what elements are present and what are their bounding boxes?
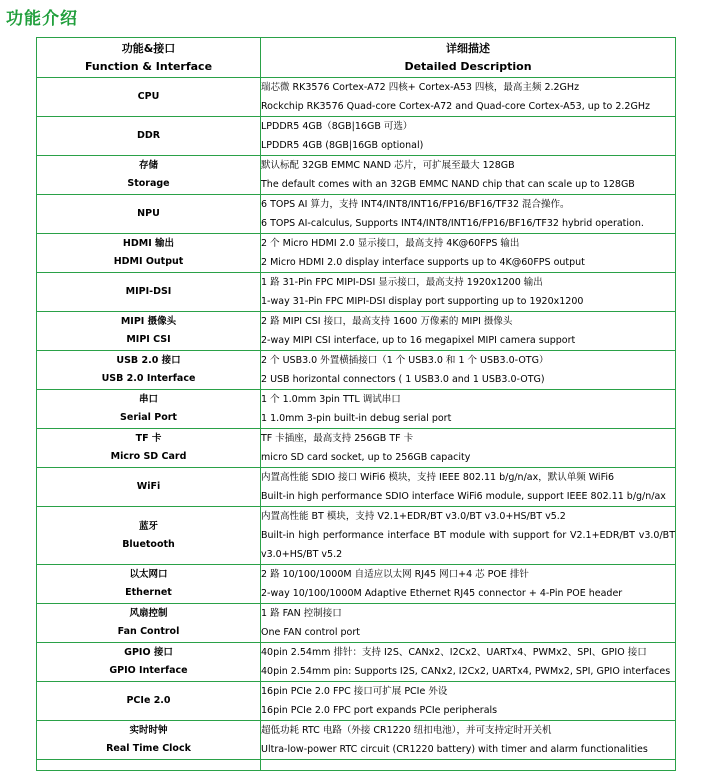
description-cn: 瑞芯微 RK3576 Cortex-A72 四核+ Cortex-A53 四核，最高主频 2.2GHz: [261, 82, 580, 93]
function-cell: [37, 273, 261, 312]
description-en: Built-in high performance interface BT module with support for V2.1+EDR/BT v3.0/BT v3.0+HS/BT v5.2: [261, 530, 675, 560]
function-name-en: Micro SD Card: [110, 451, 187, 462]
description-cn: 2 路 10/100/1000M 自适应以太网 RJ45 网口+4 芯 POE 排针: [261, 569, 529, 580]
description-cell: [261, 721, 676, 760]
description-cell: [261, 760, 676, 771]
description-en: 1 1.0mm 3-pin built-in debug serial port: [261, 413, 452, 424]
function-name-cn: USB 2.0 接口: [116, 355, 181, 366]
table-row: [37, 604, 676, 643]
description-en: Rockchip RK3576 Quad-core Cortex-A72 and Quad-core Cortex-A53, up to 2.2GHz: [261, 101, 650, 112]
description-cn: 默认标配 32GB EMMC NAND 芯片，可扩展至最大 128GB: [261, 160, 515, 171]
function-name-en: MIPI CSI: [126, 334, 171, 345]
function-name-en: USB 2.0 Interface: [101, 373, 196, 384]
description-en: Ultra-low-power RTC circuit (CR1220 battery) with timer and alarm functionalities: [261, 744, 648, 755]
table-row: [37, 565, 676, 604]
function-cell: [37, 643, 261, 682]
table-row: [37, 507, 676, 565]
description-en: 2-way MIPI CSI interface, up to 16 megapixel MIPI camera support: [261, 335, 576, 346]
table-row: [37, 429, 676, 468]
table-row: [37, 721, 676, 760]
table-row: [37, 351, 676, 390]
function-name: PCIe 2.0: [126, 695, 171, 706]
description-en: 40pin 2.54mm pin: Supports I2S, CANx2, I2Cx2, UARTx4, PWMx2, SPI, GPIO interfaces: [261, 666, 671, 677]
description-en: 16pin PCIe 2.0 FPC port expands PCIe peripherals: [261, 705, 498, 716]
table-row: [37, 643, 676, 682]
function-cell: [37, 195, 261, 234]
table-row: [37, 234, 676, 273]
function-cell: [37, 390, 261, 429]
function-cell: [37, 507, 261, 565]
description-cell: [261, 234, 676, 273]
table-row: [37, 273, 676, 312]
function-name-en: Fan Control: [117, 626, 180, 637]
function-cell: [37, 604, 261, 643]
description-cn: 1 路 FAN 控制接口: [261, 608, 342, 619]
description-en: 2 USB horizontal connectors ( 1 USB3.0 and 1 USB3.0-OTG): [261, 374, 545, 385]
description-cn: TF 卡插座，最高支持 256GB TF 卡: [261, 433, 414, 444]
table-header-row: [37, 38, 676, 78]
description-cn: 内置高性能 SDIO 接口 WiFi6 模块，支持 IEEE 802.11 b/g/n/ax，默认单频 WiFi6: [261, 472, 615, 483]
header-description: [261, 38, 676, 78]
function-cell: [37, 78, 261, 117]
description-cn: 6 TOPS AI 算力，支持 INT4/INT8/INT16/FP16/BF16/TF32 混合操作。: [261, 199, 570, 210]
description-cn: 2 个 Micro HDMI 2.0 显示接口，最高支持 4K@60FPS 输出: [261, 238, 520, 249]
function-name-cn: MIPI 摄像头: [120, 316, 177, 327]
table-row: [37, 390, 676, 429]
function-name-en: Storage: [127, 178, 170, 189]
description-cn: 16pin PCIe 2.0 FPC 接口可扩展 PCIe 外设: [261, 686, 448, 697]
header-description-en: Detailed Description: [404, 59, 532, 73]
description-en: micro SD card socket, up to 256GB capacity: [261, 452, 471, 463]
header-function-en: Function & Interface: [84, 59, 213, 73]
description-en: 6 TOPS AI-calculus, Supports INT4/INT8/INT16/FP16/BF16/TF32 hybrid operation.: [261, 218, 644, 229]
function-cell: [37, 312, 261, 351]
description-cell: [261, 643, 676, 682]
description-cell: [261, 78, 676, 117]
description-cn: 内置高性能 BT 模块，支持 V2.1+EDR/BT v3.0/BT v3.0+HS/BT v5.2: [261, 511, 566, 522]
description-cell: [261, 468, 676, 507]
function-name: DDR: [136, 130, 161, 141]
description-cell: [261, 312, 676, 351]
header-function: [37, 38, 261, 78]
function-cell: [37, 721, 261, 760]
function-name-en: Real Time Clock: [106, 743, 191, 754]
function-cell: [37, 760, 261, 771]
description-en: Built-in high performance SDIO interface WiFi6 module, support IEEE 802.11 b/g/n/ax: [261, 491, 666, 502]
table-row: [37, 760, 676, 771]
table-row: [37, 195, 676, 234]
table-row: [37, 312, 676, 351]
function-cell: [37, 565, 261, 604]
description-cn: 2 路 MIPI CSI 接口，最高支持 1600 万像素的 MIPI 摄像头: [261, 316, 513, 327]
description-en: 2 Micro HDMI 2.0 display interface supports up to 4K@60FPS output: [261, 257, 585, 268]
description-cn: 40pin 2.54mm 排针：支持 I2S、CANx2、I2Cx2、UARTx4、PWMx2、SPI、GPIO 接口: [261, 647, 647, 658]
description-cell: [261, 195, 676, 234]
table-row: [37, 78, 676, 117]
page-title: 功能介绍: [6, 9, 78, 29]
description-cn: 超低功耗 RTC 电路（外接 CR1220 纽扣电池），并可支持定时开关机: [261, 725, 552, 736]
description-cell: [261, 156, 676, 195]
function-cell: [37, 156, 261, 195]
description-cell: [261, 351, 676, 390]
function-name-cn: HDMI 输出: [122, 238, 175, 249]
function-name-cn: 存储: [138, 160, 158, 171]
function-cell: [37, 234, 261, 273]
description-en: The default comes with an 32GB EMMC NAND chip that can scale up to 128GB: [261, 179, 635, 190]
table-row: [37, 117, 676, 156]
description-en: 2-way 10/100/1000M Adaptive Ethernet RJ45 connector + 4-Pin POE header: [261, 588, 623, 599]
description-cell: [261, 604, 676, 643]
function-name-cn: 串口: [138, 394, 158, 405]
function-name: CPU: [137, 91, 160, 102]
function-name-cn: 实时时钟: [129, 725, 168, 736]
description-cn: 2 个 USB3.0 外置横插接口（1 个 USB3.0 和 1 个 USB3.0-OTG）: [261, 355, 549, 366]
table-row: [37, 156, 676, 195]
function-name-cn: 以太网口: [129, 569, 168, 580]
description-en: LPDDR5 4GB (8GB|16GB optional): [261, 140, 424, 151]
function-name-en: Ethernet: [125, 587, 172, 598]
table-row: [37, 682, 676, 721]
function-cell: [37, 351, 261, 390]
function-name-en: Serial Port: [120, 412, 177, 423]
header-function-cn: 功能&接口: [121, 41, 176, 55]
function-name-en: HDMI Output: [113, 256, 184, 267]
description-en: One FAN control port: [261, 627, 361, 638]
function-cell: [37, 682, 261, 721]
description-cell: [261, 429, 676, 468]
function-name: NPU: [137, 208, 160, 219]
description-en: 1-way 31-Pin FPC MIPI-DSI display port supporting up to 1920x1200: [261, 296, 584, 307]
function-name-en: GPIO Interface: [109, 665, 188, 676]
spec-table: [36, 37, 676, 771]
description-cn: 1 路 31-Pin FPC MIPI-DSI 显示接口，最高支持 1920x1200 输出: [261, 277, 543, 288]
description-cell: [261, 507, 676, 565]
function-name-cn: 风扇控制: [129, 608, 168, 619]
function-cell: [37, 117, 261, 156]
description-cell: [261, 565, 676, 604]
description-cell: [261, 682, 676, 721]
description-cell: [261, 390, 676, 429]
function-name-cn: 蓝牙: [138, 520, 158, 532]
description-cn: LPDDR5 4GB（8GB|16GB 可选）: [261, 121, 413, 132]
description-cell: [261, 117, 676, 156]
header-description-cn: 详细描述: [446, 41, 490, 55]
function-cell: [37, 429, 261, 468]
function-name-cn: GPIO 接口: [124, 647, 173, 658]
table-row: [37, 468, 676, 507]
function-name: MIPI-DSI: [125, 286, 172, 297]
function-cell: [37, 468, 261, 507]
function-name: WiFi: [136, 481, 161, 492]
function-name-cn: TF 卡: [135, 433, 162, 444]
function-name-en: Bluetooth: [122, 538, 175, 550]
description-cell: [261, 273, 676, 312]
description-cn: 1 个 1.0mm 3pin TTL 调试串口: [261, 394, 401, 405]
